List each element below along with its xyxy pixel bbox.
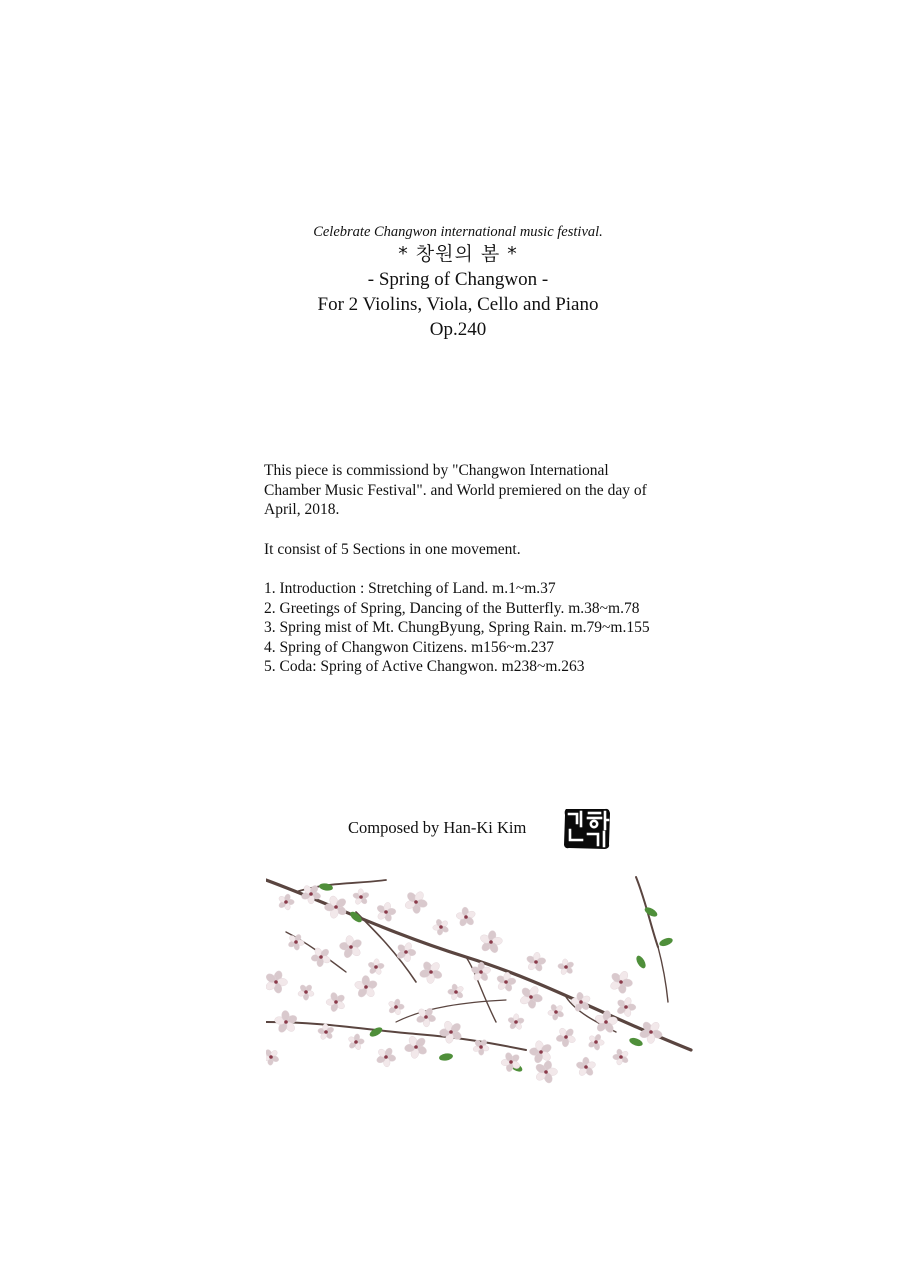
commission-line-2: Chamber Music Festival". and World premiered on the day of [264,481,647,499]
list-item: 1. Introduction : Stretching of Land. m.1~m.37 [264,580,556,597]
english-title: - Spring of Changwon - [367,269,549,290]
blossom-flower [416,1007,437,1027]
blossom-flower [571,992,592,1013]
blossom-flower [448,983,465,1000]
blossom-flower [326,992,346,1013]
korean-title: * 창원의 봄 * [398,243,518,265]
blossom-flower [311,947,332,968]
blossom-flower [587,1033,604,1050]
section-list [264,579,694,677]
blossom-flower [376,902,396,923]
commission-line-3: April, 2018. [264,501,340,518]
blossom-flower [556,1027,577,1047]
blossom-flower [324,895,347,919]
commission-line-1: This piece is commissiond by "Changwon International [264,462,609,479]
name-seal-icon [563,807,611,850]
blossom-leaf [318,882,333,891]
blossom-flower [613,1048,630,1065]
blossom-flower [404,890,428,914]
blossom-leaf [628,1036,644,1047]
blossom-flower [557,958,574,975]
program-notes [264,461,694,677]
blossom-flower [456,907,477,928]
blossom-flower [616,997,636,1018]
title-block [200,223,716,342]
list-item: 2. Greetings of Spring, Dancing of the Butterfly. m.38~m.78 [264,599,640,617]
blossom-flower [266,1048,280,1065]
blossom-flower [594,1010,618,1034]
blossom-flower [507,1014,524,1031]
blossom-flower [274,1010,298,1034]
blossom-flower [519,985,543,1009]
blossom-flower [576,1057,597,1077]
blossom-flower [266,970,288,994]
blossom-flower [354,975,378,998]
blossom-flower [376,1047,397,1068]
blossom-flower [639,1020,663,1043]
blossom-flower [278,893,295,910]
blossom-flower [609,970,633,994]
blossom-flower [297,984,314,1001]
blossom-flower [404,1035,428,1059]
blossom-flower [388,998,405,1015]
blossom-flower [547,1003,564,1020]
blossom-flower [479,930,503,954]
blossom-flower [287,933,304,950]
blossom-flower [526,952,547,973]
list-item: 3. Spring mist of Mt. ChungByung, Spring Rain. m.79~m.155 [264,619,650,636]
blossom-flower [339,935,363,959]
list-item: 4. Spring of Changwon Citizens. m156~m.237 [264,638,554,656]
blossom-flower [347,1033,364,1050]
dedication-line: Celebrate Changwon international music festival. [313,224,603,240]
blossom-flower [529,1040,553,1064]
blossom-flower [432,918,449,935]
blossom-leaf [368,1025,384,1038]
blossom-leaf [438,1052,453,1061]
blossom-flower [352,889,369,906]
opus-number: Op.240 [429,319,487,340]
blossom-flower [367,958,384,975]
composer-credit: Composed by Han-Ki Kim [348,818,527,837]
blossom-leaf [634,954,647,970]
blossom-leaf [658,936,674,947]
cherry-blossom-image [266,872,694,1087]
instrumentation: For 2 Violins, Viola, Cello and Piano [317,294,599,315]
list-item: 5. Coda: Spring of Active Changwon. m238~m.263 [264,658,585,675]
blossom-flower [534,1060,557,1084]
blossom-flower [439,1020,463,1044]
blossom-flower [419,960,443,984]
structure-note: It consist of 5 Sections in one movement. [264,540,521,558]
